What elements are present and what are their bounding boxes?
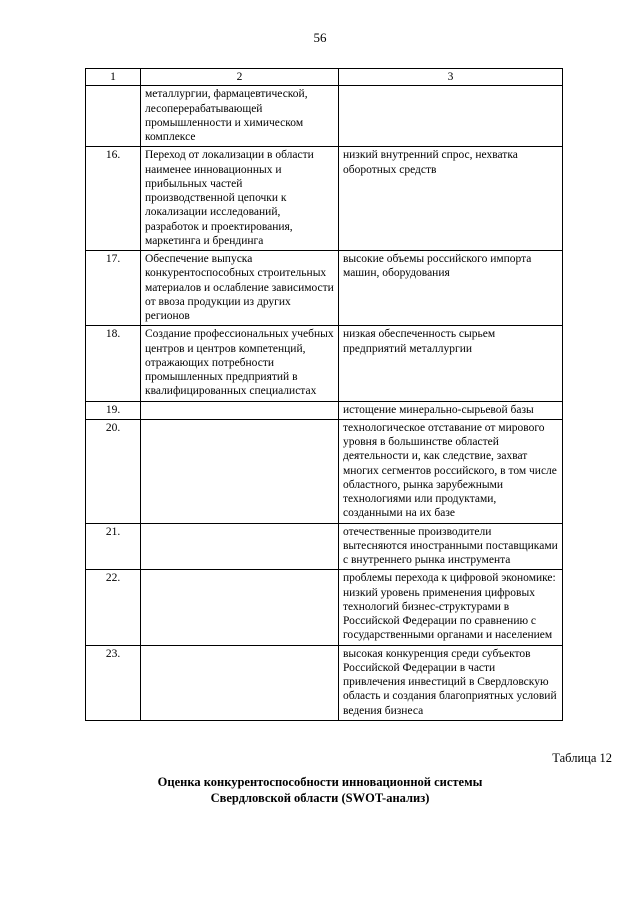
table-cell-threat (339, 86, 563, 147)
table-row (86, 645, 563, 720)
table-cell-number: 17. (86, 251, 141, 326)
table-caption-label: Таблица 12 (552, 750, 612, 765)
table-cell-measure (141, 645, 339, 720)
swot-continuation-table (85, 68, 563, 721)
table-cell-threat: отечественные производители вытесняются иностранными поставщиками с внутреннего рынка инструмента (339, 523, 563, 570)
table-cell-measure: металлургии, фармацевтической, лесоперерабатывающей промышленности и химическом комплексе (141, 86, 339, 147)
column-header-2: 2 (141, 69, 339, 86)
table-cell-number: 19. (86, 401, 141, 419)
table-cell-number: 16. (86, 147, 141, 251)
table-cell-threat: высокая конкуренция среди субъектов Российской Федерации в части привлечения инвестиций в Свердловскую область и создания благоприятных условий ведения бизнеса (339, 645, 563, 720)
table-cell-number (86, 86, 141, 147)
column-header-1: 1 (86, 69, 141, 86)
table-row (86, 86, 563, 147)
table-cell-number: 22. (86, 570, 141, 645)
table-cell-threat: высокие объемы российского импорта машин, оборудования (339, 251, 563, 326)
column-header-3: 3 (339, 69, 563, 86)
caption-block (0, 751, 640, 807)
table-caption-title: Оценка конкурентоспособности инновационной системы Свердловской области (SWOT-анализ) (157, 774, 483, 805)
table-header-row (86, 69, 563, 86)
page-number: 56 (313, 30, 327, 45)
table-row (86, 326, 563, 401)
table-row (86, 570, 563, 645)
table-cell-measure: Переход от локализации в области наименее инновационных и прибыльных частей производственной цепочки к локализации исследований, разработок и проектирования, маркетинга и брендинга (141, 147, 339, 251)
table-row (86, 523, 563, 570)
table-cell-measure: Обеспечение выпуска конкурентоспособных строительных материалов и ослабление зависимости от ввоза продукции из других регионов (141, 251, 339, 326)
table-row (86, 147, 563, 251)
table-row (86, 251, 563, 326)
table-cell-number: 20. (86, 419, 141, 523)
table-cell-threat: проблемы перехода к цифровой экономике: низкий уровень применения цифровых технологий бизнес-структурами в Российской Федерации по сравнению с государственными органами и населением (339, 570, 563, 645)
table-cell-measure (141, 523, 339, 570)
table-cell-measure (141, 401, 339, 419)
table-cell-number: 21. (86, 523, 141, 570)
table-cell-number: 18. (86, 326, 141, 401)
table-cell-threat: низкий внутренний спрос, нехватка оборотных средств (339, 147, 563, 251)
table-cell-measure (141, 419, 339, 523)
table-cell-threat: истощение минерально-сырьевой базы (339, 401, 563, 419)
table-cell-threat: технологическое отставание от мирового уровня в большинстве областей деятельности и, как следствие, захват многих сегментов российского, в том числе областного, рынка зарубежными технологиями или продуктами, созданными на их базе (339, 419, 563, 523)
table-cell-measure (141, 570, 339, 645)
table-body (86, 86, 563, 721)
table-row (86, 419, 563, 523)
table-cell-number: 23. (86, 645, 141, 720)
table-cell-threat: низкая обеспеченность сырьем предприятий металлургии (339, 326, 563, 401)
table-cell-measure: Создание профессиональных учебных центров и центров компетенций, отражающих потребности промышленных предприятий в квалифицированных специалистах (141, 326, 339, 401)
table-row (86, 401, 563, 419)
